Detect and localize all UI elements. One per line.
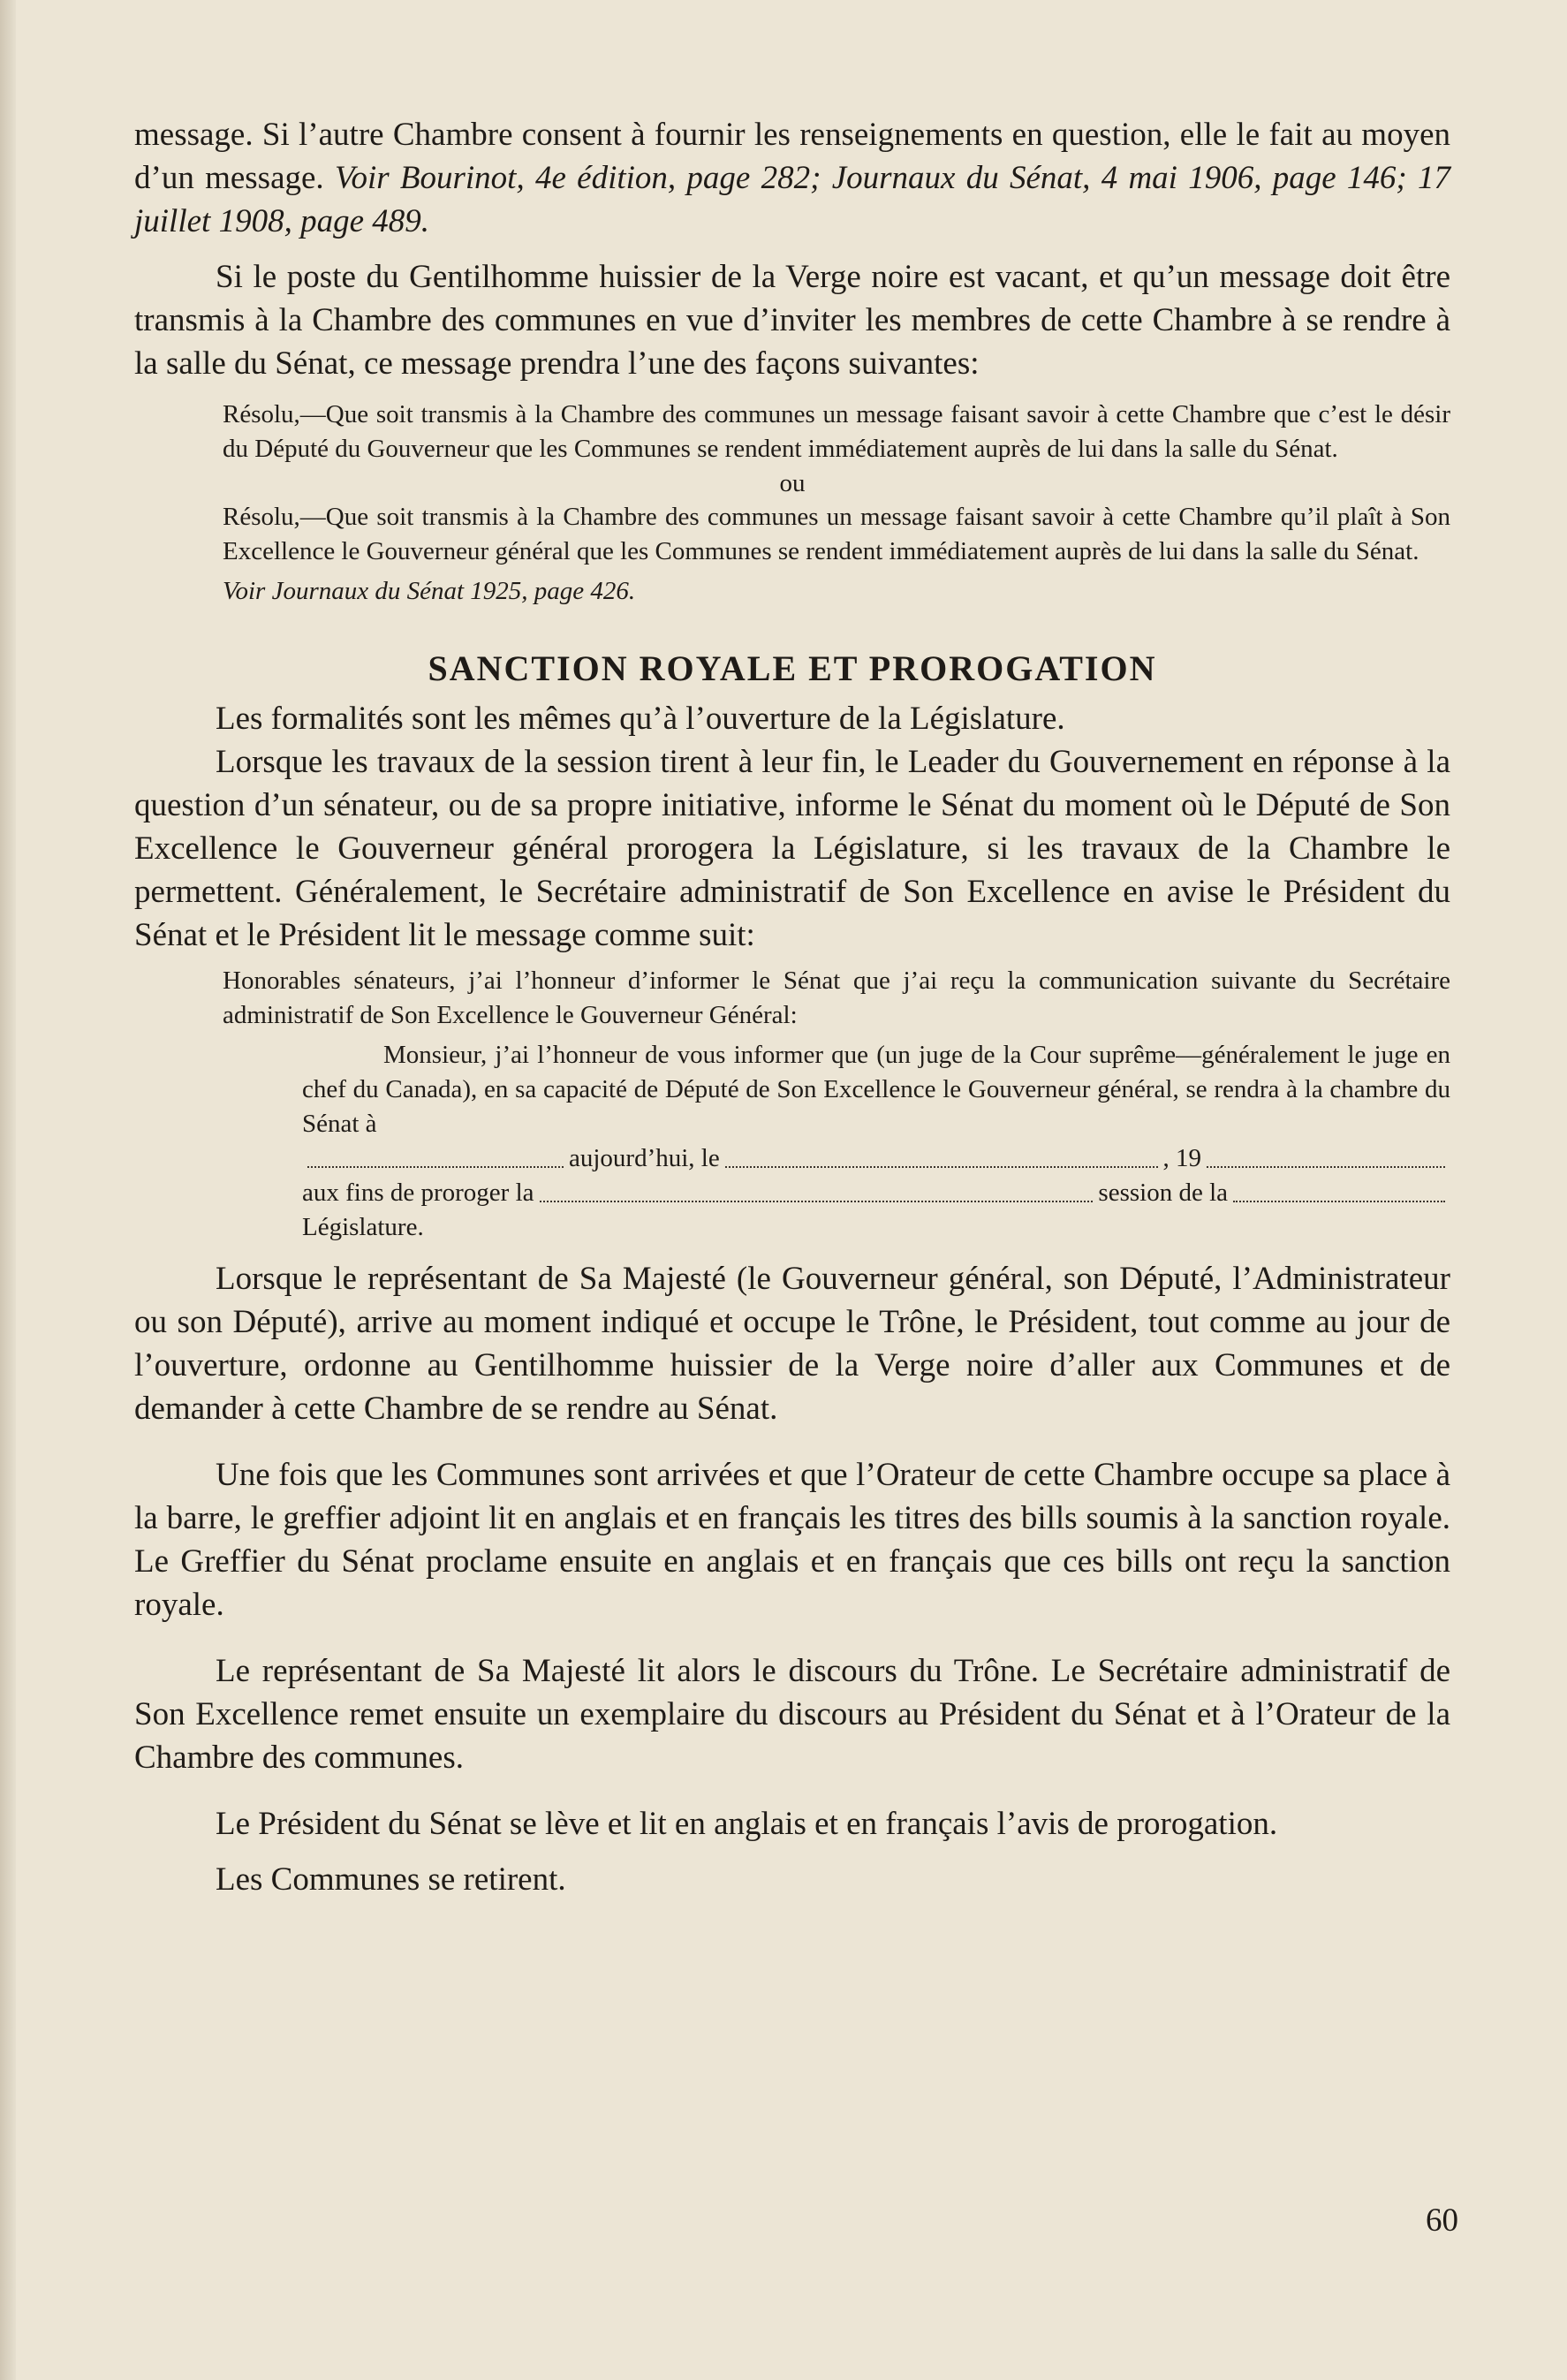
separator-ou: ou [779,469,806,497]
blank-line [1207,1141,1445,1168]
form-label: session de la [1098,1179,1228,1207]
document-body [134,113,1450,1901]
reference-bourinot: Voir Bourinot, 4e édition, page 282; Journaux du Sénat, 4 mai 1906, page 146; 17 juillet 1908, page 489. [134,160,1450,239]
quote-honorables: Honorables sénateurs, j’ai l’honneur d’informer le Sénat que j’ai reçu la communication suivante du Secrétaire administratif de Son Excellence le Gouverneur Général: [223,966,1450,1029]
paragraph-communes-arrivees: Une fois que les Communes sont arrivées et que l’Orateur de cette Chambre occupe sa place à la barre, le greffier adjoint lit en anglais et en français les titres des bills soumis à la sanction royale. Le Greffier du Sénat proclame ensuite en anglais et en français que ces bills ont reçu la sanction royale. [134,1457,1450,1623]
paragraph-message [134,113,1450,243]
paragraph-text: message. Si l’autre Chambre consent à fournir les renseignements en question, elle le fait au moyen d’un message. [134,117,1450,196]
paragraph-prorogation: Le Président du Sénat se lève et lit en anglais et en français l’avis de prorogation. [216,1806,1278,1842]
page-number: 60 [1426,2202,1458,2239]
paragraph-poste-vacant: Si le poste du Gentilhomme huissier de la Verge noire est vacant, et qu’un message doit être transmis à la Chambre des communes en vue d’inviter les membres de cette Chambre à se rendre à la salle du Sénat, ce message prendra l’une des façons suivantes: [134,259,1450,382]
letter-text: Monsieur, j’ai l’honneur de vous informer que (un juge de la Cour suprême—généralement le juge en chef du Canada), en sa capacité de Député de Son Excellence le Gouverneur général, se rendra à la chambre du Sénat à [302,1041,1450,1138]
form-line-legislature: Législature. [302,1213,424,1241]
page-binding-edge [0,0,16,2380]
form-line-date [302,1141,1450,1176]
form-label: aujourd’hui, le [569,1144,720,1172]
blank-line [307,1141,564,1168]
form-label: aux fins de proroger la [302,1179,534,1207]
blank-line [1233,1176,1445,1202]
form-label: , 19 [1162,1144,1201,1172]
paragraph-representant: Lorsque le représentant de Sa Majesté (le Gouverneur général, son Député, l’Administrateur ou son Député), arrive au moment indiqué et occupe le Trône, le Président, tout comme au jour de l’ouverture, ordonne au Gentilhomme huissier de la Verge noire d’aller aux Communes et de demander à cette Chambre de se rendre au Sénat. [134,1261,1450,1427]
paragraph-travaux: Lorsque les travaux de la session tirent à leur fin, le Leader du Gouvernement en réponse à la question d’un sénateur, ou de sa propre initiative, informe le Sénat du moment où le Député de Son Excellence le Gouverneur général prorogera la Législature, si les travaux de la Chambre le permettent. Généralement, le Secrétaire administratif de Son Excellence en avise le Président du Sénat et le Président lit le message comme suit: [134,744,1450,953]
quote-resolution-2: Résolu,—Que soit transmis à la Chambre des communes un message faisant savoir à cette Chambre qu’il plaît à Son Excellence le Gouverneur général que les Communes se rendent immédiatement auprès de lui dans la salle du Sénat. [223,503,1450,565]
section-heading: SANCTION ROYALE ET PROROGATION [428,648,1157,688]
paragraph-retirent: Les Communes se retirent. [216,1861,566,1898]
quote-resolution-1: Résolu,—Que soit transmis à la Chambre des communes un message faisant savoir à cette Chambre que c’est le désir du Député du Gouverneur que les Communes se rendent immédiatement auprès de lui dans la salle du Sénat. [223,400,1450,463]
blank-line [540,1176,1094,1202]
reference-journaux: Voir Journaux du Sénat 1925, page 426. [223,577,636,605]
paragraph-discours-trone: Le représentant de Sa Majesté lit alors le discours du Trône. Le Secrétaire administratif de Son Excellence remet ensuite un exemplaire du discours au Président du Sénat et à l’Orateur de la Chambre des communes. [134,1653,1450,1776]
form-line-session [302,1176,1450,1210]
blank-line [725,1141,1158,1168]
paragraph-formalites: Les formalités sont les mêmes qu’à l’ouverture de la Législature. [216,701,1065,737]
